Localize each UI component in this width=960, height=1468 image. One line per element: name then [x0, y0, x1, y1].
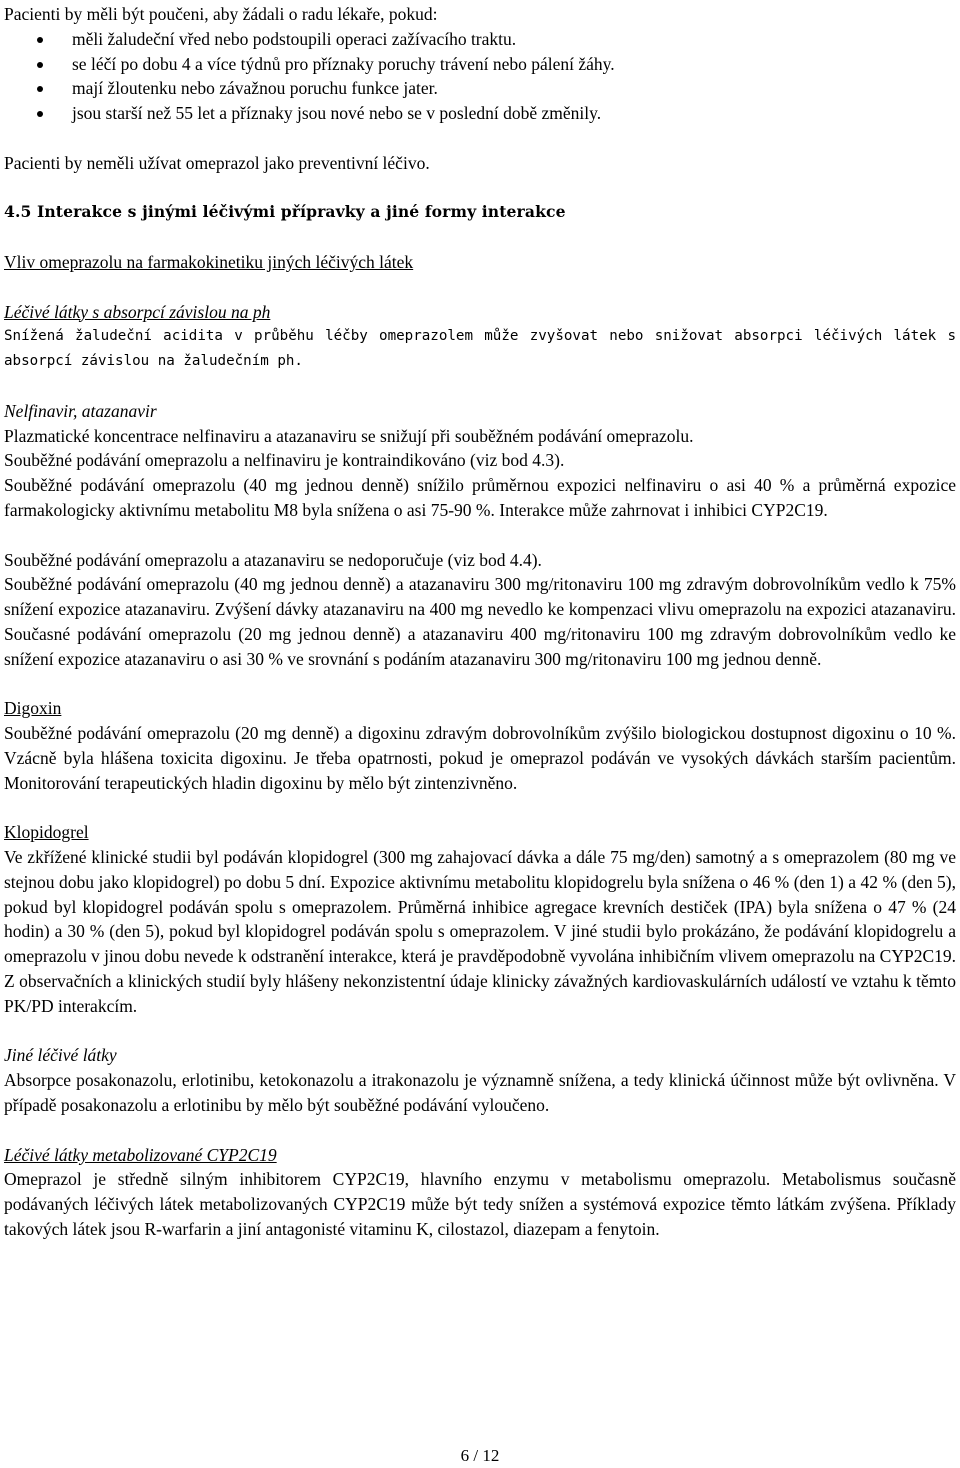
list-item: se léčí po dobu 4 a více týdnů pro příznaky poruchy trávení nebo pálení žáhy. [4, 52, 956, 77]
other-drugs-text: Absorpce posakonazolu, erlotinibu, ketokonazolu a itrakonazolu je významně snížena, a tedy klinická účinnost může být ovlivněna. V případě posakonazolu a erlotinibu by mělo být souběžné podávání vyloučeno. [4, 1070, 956, 1116]
document-page [4, 2, 956, 1242]
ph-text: Snížená žaludeční acidita v průběhu léčby omeprazolem může zvyšovat nebo snižovat absorpci léčivých látek s absorpcí závislou na žaludečním ph. [4, 328, 956, 370]
other-drugs-heading: Jiné léčivé látky [4, 1045, 117, 1066]
bullet-icon [37, 37, 43, 43]
bullet-icon [37, 111, 43, 117]
bullet-icon [37, 62, 43, 68]
digoxin-heading: Digoxin [4, 698, 62, 719]
atazanavir-line: Souběžné podávání omeprazolu a atazanaviru se nedoporučuje (viz bod 4.4). [4, 549, 542, 570]
bullet-icon [37, 86, 43, 92]
nelfinavir-paragraph-1: Souběžné podávání omeprazolu (40 mg jednou denně) snížilo průměrnou expozici nelfinaviru o asi 40 % a průměrná expozice farmakologicky aktivnímu metabolitu M8 byla snížena o asi 75-90 %. Interakce může zahrnovat i inhibici CYP2C19. [4, 475, 956, 520]
ph-heading: Léčivé látky s absorpcí závislou na ph [4, 301, 271, 322]
preventive-note: Pacienti by neměli užívat omeprazol jako preventivní léčivo. [4, 152, 430, 173]
atazanavir-paragraph: Souběžné podávání omeprazolu (40 mg jednou denně) a atazanaviru 300 mg/ritonaviru 100 mg zdravým dobrovolníkům vedlo k 75% snížení expozice atazanaviru. Zvýšení dávky atazanaviru na 400 mg nevedlo ke kompenzaci vlivu omeprazolu na expozici atazanaviru. Současné podávání omeprazolu (20 mg jednou denně) a atazanaviru 400 mg/ritonaviru 100 mg zdravým dobrovolníkům vedlo ke snížení expozice atazanaviru o asi 30 % ve srovnání s podáním atazanaviru 300 mg/ritonaviru 100 mg jednou denně. [4, 574, 956, 669]
bullet-list [4, 27, 956, 126]
nelfinavir-line-1: Plazmatické koncentrace nelfinaviru a atazanaviru se snižují při souběžném podávání omeprazolu. [4, 425, 694, 446]
list-item: mají žloutenku nebo závažnou poruchu funkce jater. [4, 76, 956, 101]
klopidogrel-heading: Klopidogrel [4, 822, 89, 843]
list-item: jsou starší než 55 let a příznaky jsou nové nebo se v poslední době změnily. [4, 101, 956, 126]
list-item: měli žaludeční vřed nebo podstoupili operaci zažívacího traktu. [4, 27, 956, 52]
cyp-heading: Léčivé látky metabolizované CYP2C19 [4, 1144, 277, 1165]
nelfinavir-heading: Nelfinavir, atazanavir [4, 400, 157, 421]
pk-heading: Vliv omeprazolu na farmakokinetiku jiných léčivých látek [4, 251, 414, 272]
page-number: 6 / 12 [460, 1446, 500, 1465]
digoxin-text: Souběžné podávání omeprazolu (20 mg denně) a digoxinu zdravým dobrovolníkům zvýšilo biologickou dostupnost digoxinu o 10 %. Vzácně byla hlášena toxicita digoxinu. Je třeba opatrnosti, pokud je omeprazol podáván ve vysokých dávkách starším pacientům. Monitorování terapeutických hladin digoxinu by mělo být zintenzivněno. [4, 723, 956, 793]
klopidogrel-text: Ve zkřížené klinické studii byl podáván klopidogrel (300 mg zahajovací dávka a dále 75 mg/den) samotný a s omeprazolem (80 mg ve stejnou dobu jako klopidogrel) po dobu 5 dní. Expozice aktivnímu metabolitu klopidogrelu byla snížena o 46 % (den 1) a 42 % (den 5), pokud byl klopidogrel podáván spolu s omeprazolem. Průměrná inhibice agregace krevních destiček (IPA) byla snížena o 47 % (24 hodin) a 30 % (den 5), pokud byl klopidogrel podáván spolu s omeprazolem. V jiné studii bylo prokázáno, že podávání klopidogrelu a omeprazolu v jinou dobu nevede k odstranění interakce, která je pravděpodobně vyvolána inhibičním vlivem omeprazolu na CYP2C19. Z observačních a klinických studií byly hlášeny nekonzistentní údaje klinicky závažných kardiovaskulárních událostí ve vztahu k těmto PK/PD interakcím. [4, 847, 956, 1016]
intro-text: Pacienti by měli být poučeni, aby žádali o radu lékaře, pokud: [4, 4, 438, 24]
section-heading: 4.5 Interakce s jinými léčivými přípravky a jiné formy interakce [4, 202, 566, 222]
cyp-text: Omeprazol je středně silným inhibitorem CYP2C19, hlavního enzymu v metabolismu omeprazolu. Metabolismus současně podávaných léčivých látek metabolizovaných CYP2C19 může být tedy snížen a systémová expozice těmto látkám zvýšena. Příklady takových látek jsou R-warfarin a jiní antagonisté vitaminu K, cilostazol, diazepam a fenytoin. [4, 1169, 956, 1240]
nelfinavir-line-2: Souběžné podávání omeprazolu a nelfinaviru je kontraindikováno (viz bod 4.3). [4, 450, 565, 471]
